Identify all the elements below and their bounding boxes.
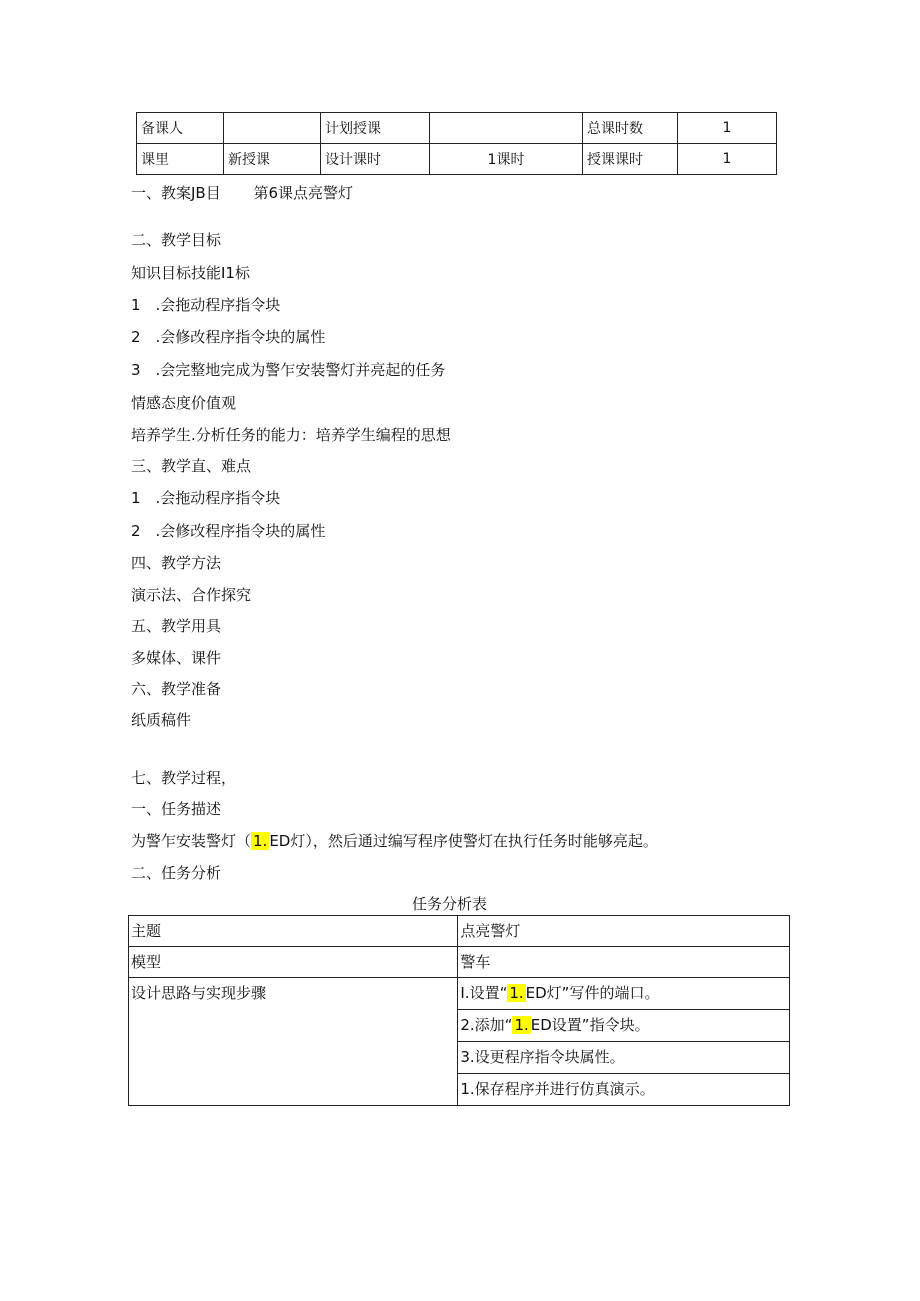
table-cell: 点亮警灯 — [458, 916, 790, 947]
table-cell: 1课时 — [430, 144, 583, 175]
table-cell: 设计思路与实现步骤 — [129, 978, 458, 1106]
section-heading: 六、教学准备 — [131, 680, 222, 698]
table-caption: 任务分析表 — [412, 895, 488, 913]
text-fragment: I.设置“ — [460, 984, 508, 1002]
subheading: 情感态度价值观 — [131, 394, 237, 412]
task-analysis-table — [128, 915, 790, 1106]
text-fragment: 2.添加“ — [460, 1016, 513, 1034]
table-cell: 1 — [678, 113, 777, 144]
highlight: 1. — [514, 1016, 529, 1034]
table-cell: 1 — [678, 144, 777, 175]
list-item — [458, 1010, 789, 1042]
text-fragment: ED灯”写件的端口。 — [525, 984, 660, 1002]
table-cell: 备课人 — [137, 113, 224, 144]
section-heading: 四、教学方法 — [131, 554, 222, 572]
lesson-info-table — [136, 112, 777, 175]
highlight: 1. — [253, 832, 268, 850]
table-cell: 总课时数 — [583, 113, 678, 144]
table-cell: 警车 — [458, 947, 790, 978]
table-cell: 设计课时 — [321, 144, 430, 175]
list-item: 1.保存程序并进行仿真演示。 — [460, 1080, 655, 1098]
table-cell: 课里 — [137, 144, 224, 175]
table-cell: 计划授课 — [321, 113, 430, 144]
steps-list — [458, 978, 789, 1105]
section-heading: 三、教学直、难点 — [131, 457, 252, 475]
subheading: 一、任务描述 — [131, 800, 222, 818]
section-heading: 五、教学用具 — [131, 617, 222, 635]
title-value: 第6课点亮警灯 — [253, 184, 354, 202]
table-cell: 模型 — [129, 947, 458, 978]
subheading: 知识目标技能I1标 — [131, 264, 250, 282]
paragraph: 培养学生.分析任务的能力：培养学生编程的思想 — [131, 426, 451, 444]
table-cell: 授课课时 — [583, 144, 678, 175]
text-fragment: 为警乍安装警灯（ — [131, 832, 252, 850]
table-cell: 主题 — [129, 916, 458, 947]
list-item: 1 .会拖动程序指令块 — [131, 296, 281, 314]
lesson-title-line — [131, 183, 353, 203]
text-fragment: ED设置”指令块。 — [530, 1016, 650, 1034]
highlight: 1. — [509, 984, 524, 1002]
paragraph: 多媒体、课件 — [131, 649, 222, 667]
table-cell — [224, 113, 321, 144]
table-row — [137, 113, 777, 144]
table-cell: 新授课 — [224, 144, 321, 175]
table-row — [129, 916, 790, 947]
section-heading: 七、教学过程， — [131, 769, 237, 787]
list-item: 3 .会完整地完成为警乍安装警灯并亮起的任务 — [131, 361, 446, 379]
list-item: 3.设更程序指令块属性。 — [458, 1042, 789, 1074]
table-cell — [430, 113, 583, 144]
paragraph: 纸质稿件 — [131, 711, 192, 729]
list-item: 2 .会修改程序指令块的属性 — [131, 328, 326, 346]
text-fragment: ED灯），然后通过编写程序使警灯在执行任务时能够亮起。 — [269, 832, 658, 850]
steps-cell — [458, 978, 790, 1106]
paragraph: 演示法、合作探究 — [131, 586, 252, 604]
list-item: 1 .会拖动程序指令块 — [131, 489, 281, 507]
list-item — [458, 978, 789, 1010]
list-item: 2 .会修改程序指令块的属性 — [131, 522, 326, 540]
task-description — [131, 831, 658, 851]
subheading: 二、任务分析 — [131, 864, 222, 882]
section-heading: 二、教学目标 — [131, 231, 222, 249]
table-row — [129, 978, 790, 1106]
table-row — [129, 947, 790, 978]
table-row — [137, 144, 777, 175]
title-label: 一、教案JB目 — [131, 184, 221, 202]
